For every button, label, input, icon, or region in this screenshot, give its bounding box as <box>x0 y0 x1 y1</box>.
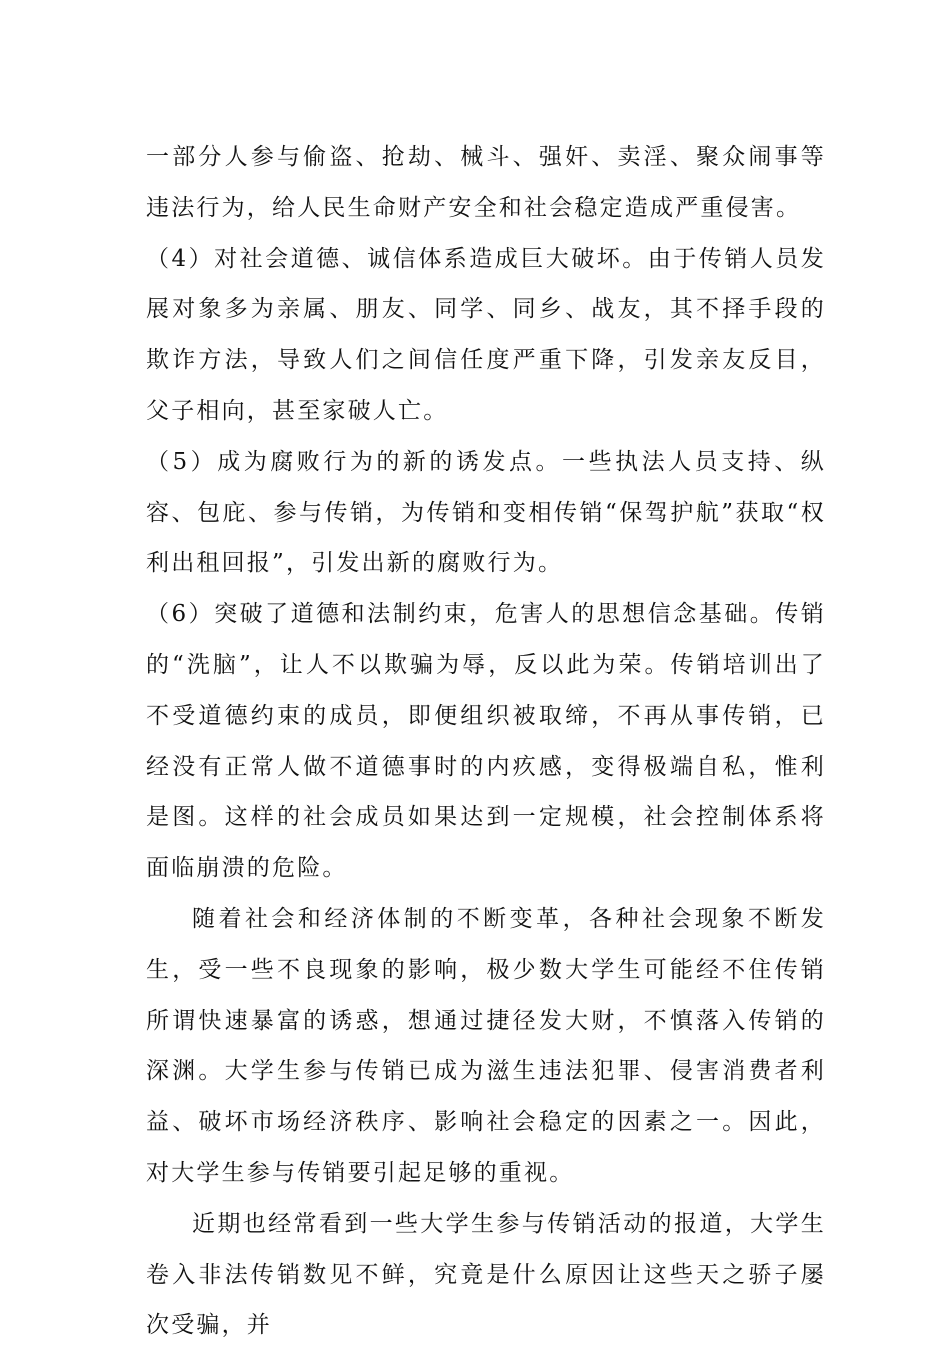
paragraph-students-context: 随着社会和经济体制的不断变革，各种社会现象不断发生，受一些不良现象的影响，极少数大学生可能经不住传销所谓快速暴富的诱惑，想通过捷径发大财，不慎落入传销的深渊。大学生参与传销已成为滋生违法犯罪、侵害消费者利益、破坏市场经济秩序、影响社会稳定的因素之一。因此，对大学生参与传销要引起足够的重视。 <box>146 905 826 1186</box>
paragraph-item-6: （6）突破了道德和法制约束，危害人的思想信念基础。传销的“洗脑”，让人不以欺骗为辱，反以此为荣。传销培训出了不受道德约束的成员，即便组织被取缔，不再从事传销，已经没有正常人做不道德事时的内疚感，变得极端自私，惟利是图。这样的社会成员如果达到一定规模，社会控制体系将面临崩溃的危险。 <box>146 601 826 882</box>
paragraph-recent-reports: 近期也经常看到一些大学生参与传销活动的报道，大学生卷入非法传销数见不鲜，究竟是什么原因让这些天之骄子屡次受骗，并 <box>146 1210 826 1339</box>
paragraph-item-5: （5）成为腐败行为的新的诱发点。一些执法人员支持、纵容、包庇、参与传销，为传销和变相传销“保驾护航”获取“权利出租回报”，引发出新的腐败行为。 <box>146 448 826 577</box>
paragraph-item-4: （4）对社会道德、诚信体系造成巨大破坏。由于传销人员发展对象多为亲属、朋友、同学、同乡、战友，其不择手段的欺诈方法，导致人们之间信任度严重下降，引发亲友反目，父子相向，甚至家破人亡。 <box>146 245 826 424</box>
paragraph-illegal-acts: 一部分人参与偷盗、抢劫、械斗、强奸、卖淫、聚众闹事等违法行为，给人民生命财产安全和社会稳定造成严重侵害。 <box>146 144 826 221</box>
document-body <box>146 132 826 1351</box>
